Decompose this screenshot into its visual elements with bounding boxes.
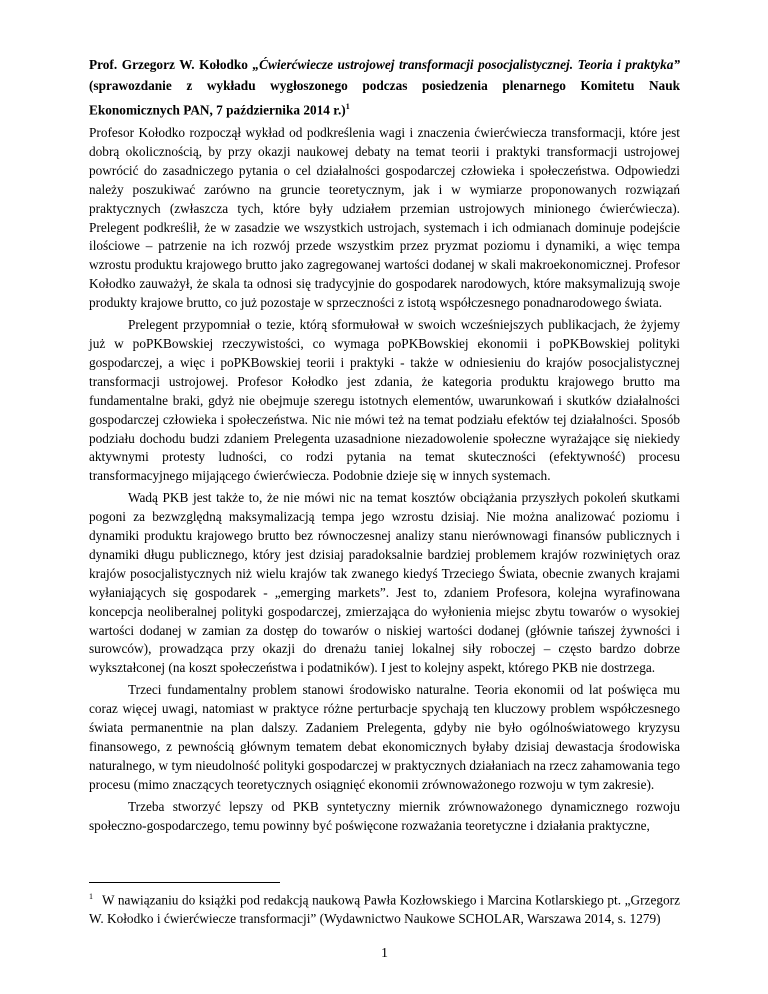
heading-lecture-title: „Ćwierćwiecze ustrojowej transformacji posocjalistycznej. Teoria i praktyka” [252,57,681,72]
heading-footnote-mark: 1 [345,102,350,111]
paragraph-4: Trzeci fundamentalny problem stanowi środowisko naturalne. Teoria ekonomii od lat poświęca mu coraz więcej uwagi, natomiast w praktyce różne perturbacje spychają ten kluczowy problem współczesnego świata permanentnie na plan dalszy. Zadaniem Prelegenta, gdyby nie było ogólnoświatowego kryzysu finansowego, z pewnością głównym tematem debat ekonomicznych byłaby dzisiaj dewastacja środowiska naturalnego, w tym nieudolność polityki gospodarczej w praktycznych działaniach na rzecz zahamowania tego procesu (mimo znaczących teoretycznych osiągnięć ekonomii zrównoważonego rozwoju w tym zakresie). [89,682,680,792]
footnote-mark: 1 [89,892,93,901]
document-heading [89,54,680,120]
paragraph-1: Profesor Kołodko rozpoczął wykład od podkreślenia wagi i znaczenia ćwierćwiecza transformacji, które jest dobrą okolicznością, by przy okazji naukowej debaty na temat teorii i praktyki transformacji ustrojowej powrócić do zasadniczego pytania o cel działalności gospodarczej człowieka i społeczeństwa. Odpowiedzi należy poszukiwać zarówno na gruncie teoretycznym, jak i w wymiarze proponowanych rozwiązań praktycznych (zwłaszcza tych, które były udziałem przemian ustrojowych minionego ćwierćwiecza). Prelegent podkreślił, że w zasadzie we wszystkich ustrojach, systemach i ich odmianach dominuje podejście ilościowe – patrzenie na ich rozwój przede wszystkim przez pryzmat poziomu i dynamiki, a więc tempa wzrostu produktu krajowego brutto jako zagregowanej wartości dodanej w skali makroekonomicznej. Profesor Kołodko zauważył, że skala ta odnosi się tradycyjnie do gospodarek narodowych, które maksymalizują swoje produkty krajowe brutto, co już pozostaje w sprzeczności z istotą współczesnego ponadnarodowego świata. [89,125,680,311]
page-number: 1 [381,946,388,961]
footnote-separator [89,882,280,883]
paragraph-3: Wadą PKB jest także to, że nie mówi nic na temat kosztów obciążania przyszłych pokoleń skutkami pogoni za bezwzględną maksymalizacją tempa jego wzrostu dzisiaj. Nie można analizować poziomu i dynamiki produktu krajowego brutto bez równoczesnej analizy stanu nierównowagi finansów publicznych i dynamiki długu publicznego, który jest dzisiaj paradoksalnie bardziej problemem krajów rozwiniętych oraz krajów posocjalistycznych niż wielu krajów tak zwanego kiedyś Trzeciego Świata, obecnie zwanych krajami wyłaniających się gospodarek - „emerging markets”. Jest to, zdaniem Profesora, kolejna wyrafinowana koncepcja neoliberalnej polityki gospodarczej, zmierzająca do wyłonienia miejsc zbytu towarów o wysokiej wartości dodanej w zamian za dostęp do towarów o niskiej wartości dodanej (głównie tańszej żywności i surowców), prowadząca przy okazji do drenażu taniej lokalnej siły roboczej – często bardzo dobrze wykształconej (na koszt społeczeństwa i podatników). I jest to kolejny aspekt, którego PKB nie dostrzega. [89,490,680,676]
heading-report-description: (sprawozdanie z wykładu wygłoszonego podczas posiedzenia plenarnego Komitetu Nauk Ekonomicznych PAN, 7 października 2014 r.) [89,78,680,118]
footnote [89,887,680,928]
heading-author: Prof. Grzegorz W. Kołodko [89,57,253,72]
report-body [89,124,680,836]
footnote-text: W nawiązaniu do książki pod redakcją naukową Pawła Kozłowskiego i Marcina Kotlarskiego pt. „Grzegorz W. Kołodko i ćwierćwiecze transformacji” (Wydawnictwo Naukowe SCHOLAR, Warszawa 2014, s. 1279) [89,892,680,927]
paragraph-5: Trzeba stworzyć lepszy od PKB syntetyczny miernik zrównoważonego dynamicznego rozwoju społeczno-gospodarczego, temu powinny być poświęcone rozważania teoretyczne i działania praktyczne, [89,798,680,833]
paragraph-2: Prelegent przypomniał o tezie, którą sformułował w swoich wcześniejszych publikacjach, że żyjemy już w poPKBowskiej rzeczywistości, co wymaga poPKBowskiej ekonomii i poPKBowskiej polityki gospodarczej, a więc i poPKBowskiej teorii i praktyki - także w odniesieniu do krajów posocjalistycznej transformacji ustrojowej. Profesor Kołodko jest zdania, że kategoria produktu krajowego brutto ma fundamentalne braki, gdyż nie obejmuje szeregu istotnych elementów, uwarunkowań i skutków działalności gospodarczej człowieka i społeczeństwa. Nic nie mówi też na temat podziału efektów tej działalności. Sposób podziału dochodu budzi zdaniem Prelegenta uzasadnione niezadowolenie społeczne wyrażające się niekiedy aktywnymi protesty ludności, co rodzi pytania na temat skuteczności (efektywność) procesu transformacyjnego mijającego ćwierćwiecza. Podobnie dzieje się w innych systemach. [89,317,680,484]
